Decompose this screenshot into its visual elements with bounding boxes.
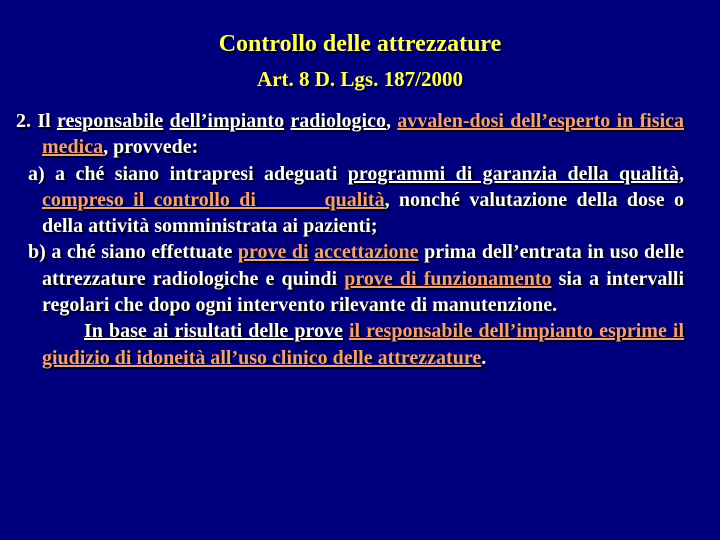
text-run: In base ai risultati delle prove [84,320,343,343]
text-run: programmi di garanzia della qualità, [347,162,684,185]
text-run: accettazione [314,241,419,264]
text-run: , [385,110,398,132]
slide-title: Controllo delle attrezzature [218,31,502,57]
slide-subtitle: Art. 8 D. Lgs. 187/2000 [257,67,463,91]
text-run: prima dell’entrata in uso delle attrezzature radiologiche e quindi [42,241,684,290]
text-run: a) a ché siano intrapresi adeguati [28,162,348,185]
text-run: , provvede: [103,136,199,159]
text-run: avvalen-dosi dell’esperto in fisica medica [42,110,685,159]
text-run: , nonché valutazione della dose o della attività somministrata ai pazienti; [42,188,685,238]
paragraph-conclusion [16,318,684,371]
slide-body [16,108,684,371]
text-run: prove di funzionamento [344,267,552,290]
paragraph-2 [16,108,684,161]
text-run: sia a intervalli regolari che dopo ogni intervento rilevante di manutenzione. [42,267,685,317]
text-run: compreso il controllo di _____ qualità [42,188,385,211]
item-b [16,239,684,318]
text-run: b) a ché siano effettuate [28,241,238,264]
text-run: radiologico [290,110,386,132]
text-run: responsabile [56,110,164,132]
item-a [16,161,684,240]
text-run: dell’impianto [169,110,285,132]
text-run: il responsabile dell’impianto esprime il giudizio di idoneità all’uso clinico delle attrezzature [42,320,685,369]
text-run: 2. Il [16,110,57,132]
text-run: . [481,346,487,369]
text-run: prove di [237,241,309,264]
